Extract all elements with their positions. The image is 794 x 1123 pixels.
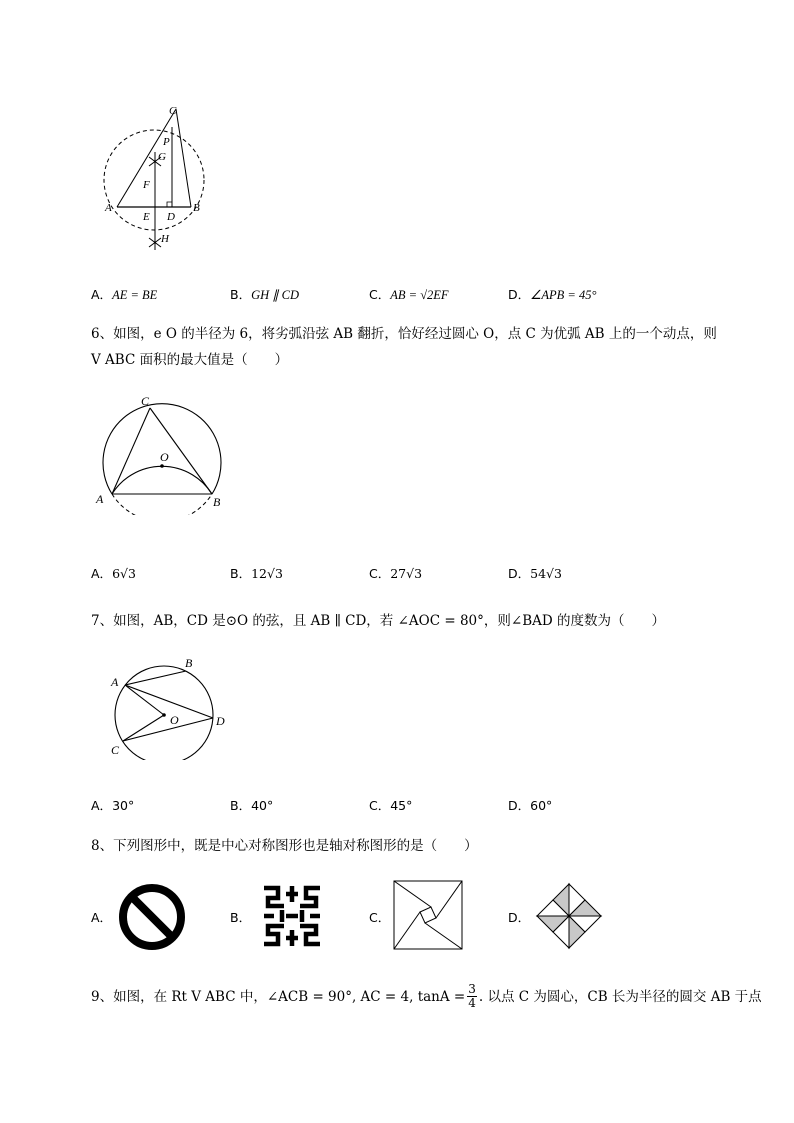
q5-label-F: F xyxy=(143,179,150,191)
q6-option-a: A．6√3 xyxy=(91,566,136,581)
q6-option-b: B．12√3 xyxy=(230,566,283,581)
q9-stem xyxy=(91,983,762,1010)
q5-label-G: G xyxy=(158,151,166,163)
q5-label-C: C xyxy=(169,105,177,117)
q6-option-c: C．27√3 xyxy=(369,566,423,581)
q7-stem: 7、如图，AB，CD 是⊙O 的弦，且 AB ∥ CD，若 ∠AOC = 80°，则∠BAD 的度数为（ ） xyxy=(91,613,665,629)
q8-square-pinwheel-figure xyxy=(393,880,463,950)
q8-stem: 8、下列图形中，既是中心对称图形也是轴对称图形的是（ ） xyxy=(91,838,478,854)
q5-option-d: D．∠APB = 45° xyxy=(508,287,597,302)
q5-label-P: P xyxy=(163,136,170,148)
q8-option-d-label: D． xyxy=(508,910,531,925)
q7-label-C: C xyxy=(111,743,120,757)
q7-option-d: D．60° xyxy=(508,798,553,813)
q7-label-B: B xyxy=(185,656,193,670)
q8-prohibition-sign-figure xyxy=(117,882,187,952)
q7-option-b: B．40° xyxy=(230,798,274,813)
q8-fret-pattern-figure xyxy=(260,884,324,948)
q6-label-C: C xyxy=(141,394,150,408)
q5-option-a: A．AE = BE xyxy=(91,287,158,302)
q9-fraction-numerator: 3 xyxy=(468,982,476,996)
q5-label-A: A xyxy=(105,202,112,214)
q8-option-b-label: B． xyxy=(230,910,252,925)
q6-stem-line1: 6、如图，e O 的半径为 6，将劣弧沿弦 AB 翻折，恰好经过圆心 O，点 C 为优弧 AB 上的一个动点，则 xyxy=(91,326,717,342)
q9-stem-pre: 9、如图，在 Rt V ABC 中，∠ACB = 90°, AC = 4, tanA = xyxy=(91,988,466,1005)
q9-stem-post: . 以点 C 为圆心，CB 长为半径的圆交 AB 于点 xyxy=(478,988,762,1005)
q8-option-a-label: A． xyxy=(91,910,113,925)
q8-option-c-label: C． xyxy=(369,910,391,925)
q7-label-O: O xyxy=(170,713,179,727)
q5-label-B: B xyxy=(193,202,200,214)
q6-label-B: B xyxy=(213,495,221,509)
q5-label-E: E xyxy=(143,211,150,223)
q5-option-c: C．AB = √2EF xyxy=(369,287,449,302)
q6-option-d: D．54√3 xyxy=(508,566,562,581)
q7-label-D: D xyxy=(216,714,225,728)
q8-pinwheel-figure xyxy=(535,882,603,950)
q7-label-A: A xyxy=(111,675,119,689)
q6-stem-line2: V ABC 面积的最大值是（ ） xyxy=(91,352,289,368)
q6-label-O: O xyxy=(160,450,169,464)
q5-label-H: H xyxy=(161,233,169,245)
q5-label-D: D xyxy=(167,211,175,223)
q6-label-A: A xyxy=(96,492,104,506)
q5-figure xyxy=(95,100,215,260)
q5-option-b: B．GH ∥ CD xyxy=(230,287,299,302)
q9-fraction-denominator: 4 xyxy=(468,996,476,1010)
q6-figure xyxy=(92,390,232,515)
q7-option-c: C．45° xyxy=(369,798,413,813)
q9-fraction xyxy=(467,983,477,1010)
q7-option-a: A．30° xyxy=(91,798,135,813)
q7-figure xyxy=(105,652,235,760)
